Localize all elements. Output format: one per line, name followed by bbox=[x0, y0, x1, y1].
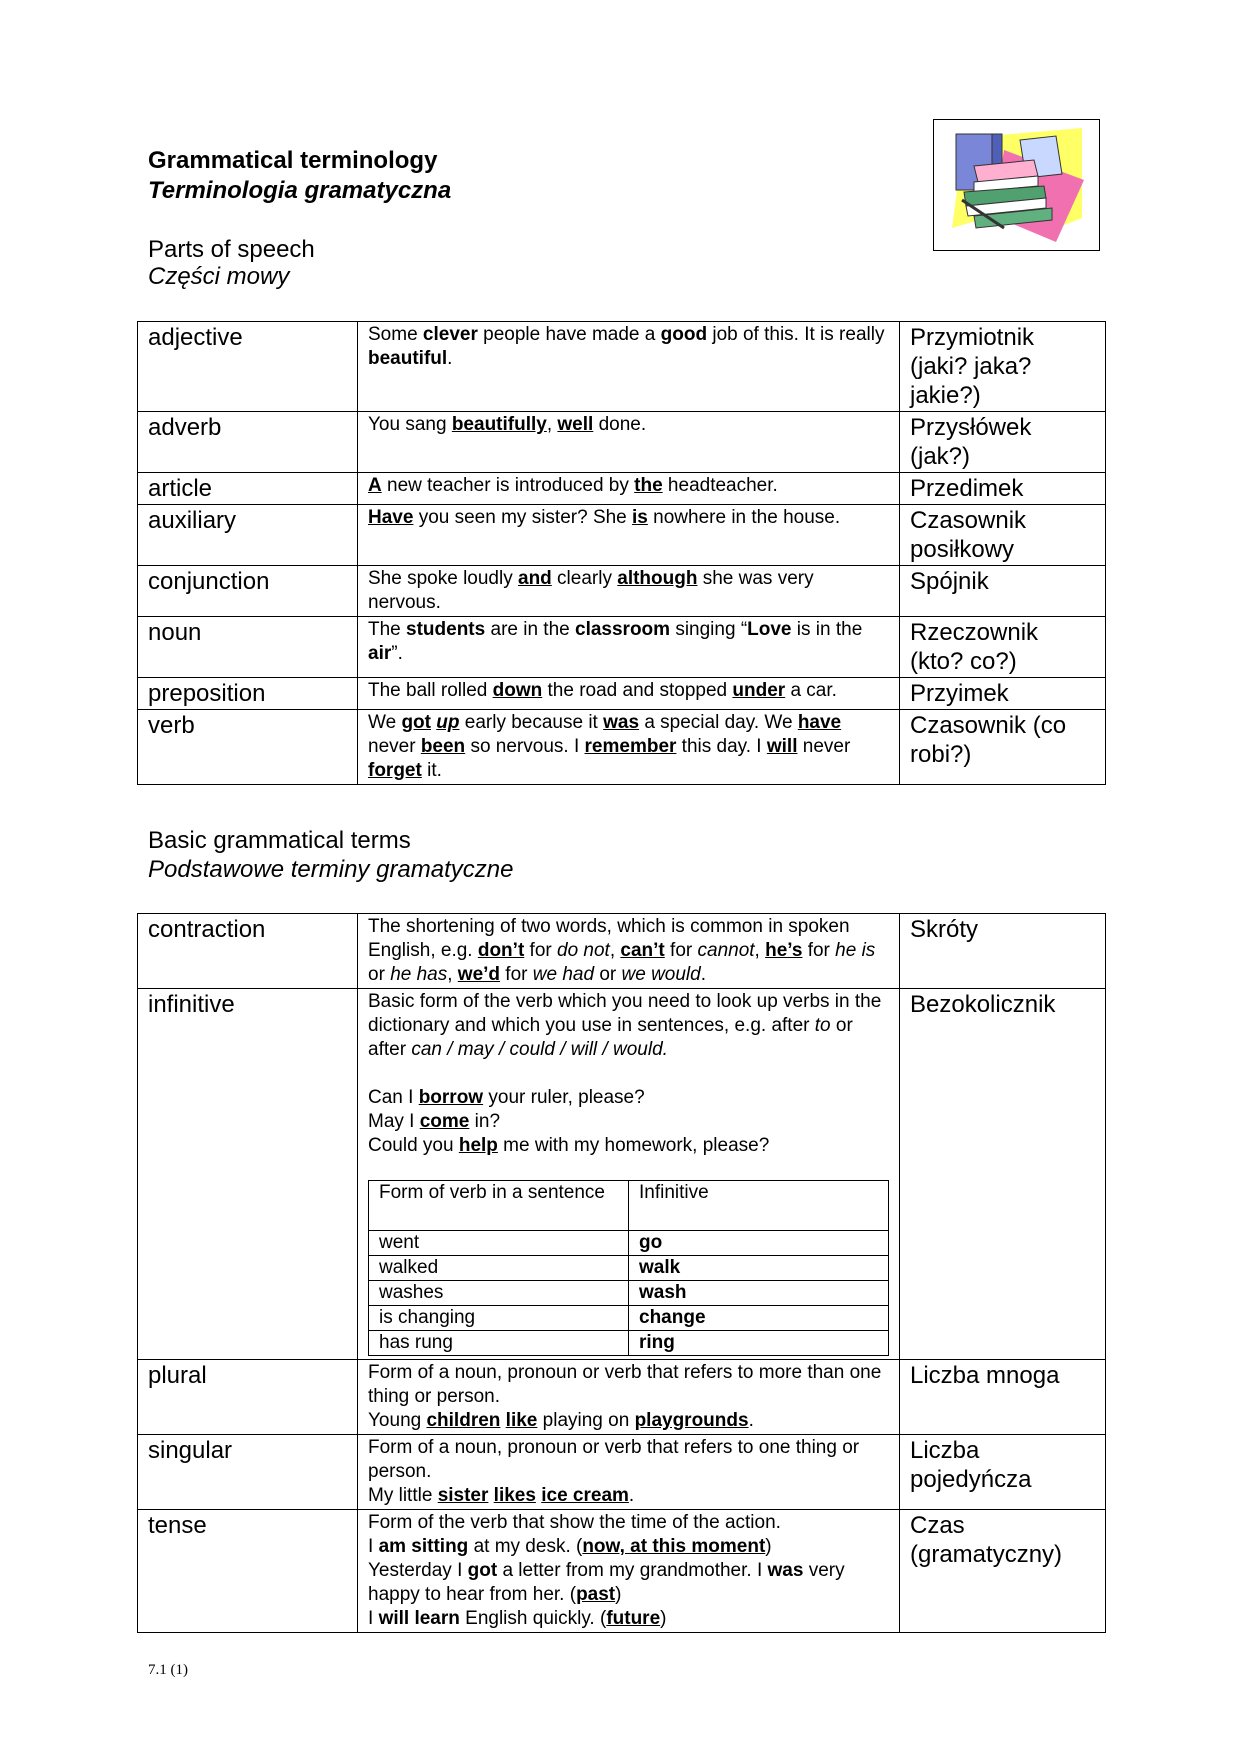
section2-heading-pl: Podstawowe terminy gramatyczne bbox=[148, 856, 514, 883]
example-cell: Form of a noun, pronoun or verb that refers to more than one thing or person. Young children like playing on playgrounds. bbox=[358, 1360, 900, 1435]
table-row bbox=[138, 473, 1106, 505]
infinitive-forms-table bbox=[368, 1180, 889, 1356]
table-row bbox=[138, 678, 1106, 710]
term-cell: noun bbox=[138, 617, 358, 678]
sentence-form-cell: is changing bbox=[369, 1306, 629, 1331]
polish-cell: Przedimek bbox=[900, 473, 1106, 505]
infinitive-cell: go bbox=[629, 1231, 889, 1256]
page-title: Grammatical terminology bbox=[148, 147, 438, 174]
books-clipart bbox=[933, 119, 1100, 251]
term-cell: article bbox=[138, 473, 358, 505]
polish-cell: Czasownik (co robi?) bbox=[900, 710, 1106, 785]
polish-cell: Przymiotnik (jaki? jaka? jakie?) bbox=[900, 322, 1106, 412]
grammatical-terms-table bbox=[137, 913, 1106, 1633]
table-row bbox=[138, 1435, 1106, 1510]
polish-cell: Liczba mnoga bbox=[900, 1360, 1106, 1435]
table-row bbox=[369, 1256, 889, 1281]
table-row bbox=[138, 1360, 1106, 1435]
polish-cell: Spójnik bbox=[900, 566, 1106, 617]
infinitive-cell: change bbox=[629, 1306, 889, 1331]
table-row bbox=[138, 914, 1106, 989]
polish-cell: Przyimek bbox=[900, 678, 1106, 710]
infinitive-cell: wash bbox=[629, 1281, 889, 1306]
page-subtitle: Terminologia gramatyczna bbox=[148, 177, 452, 204]
table-header-row bbox=[369, 1181, 889, 1231]
example-cell: Some clever people have made a good job of this. It is really beautiful. bbox=[358, 322, 900, 412]
infinitive-cell: walk bbox=[629, 1256, 889, 1281]
polish-cell: Czas (gramatyczny) bbox=[900, 1510, 1106, 1633]
table-row bbox=[138, 989, 1106, 1360]
table-row bbox=[138, 1510, 1106, 1633]
infinitive-cell: ring bbox=[629, 1331, 889, 1356]
section1-heading: Parts of speech bbox=[148, 236, 315, 263]
example-cell: The students are in the classroom singing “Love is in the air”. bbox=[358, 617, 900, 678]
sentence-form-cell: has rung bbox=[369, 1331, 629, 1356]
table-row bbox=[138, 505, 1106, 566]
sentence-form-cell: went bbox=[369, 1231, 629, 1256]
example-cell: The shortening of two words, which is common in spoken English, e.g. don’t for do not, can’t for cannot, he’s for he is or he has, we’d for we had or we would. bbox=[358, 914, 900, 989]
example-cell: Have you seen my sister? She is nowhere in the house. bbox=[358, 505, 900, 566]
term-cell: conjunction bbox=[138, 566, 358, 617]
sentence-form-cell: walked bbox=[369, 1256, 629, 1281]
section1-heading-pl: Części mowy bbox=[148, 263, 290, 290]
table-row bbox=[369, 1331, 889, 1356]
column-header: Infinitive bbox=[629, 1181, 889, 1231]
term-cell: plural bbox=[138, 1360, 358, 1435]
term-cell: preposition bbox=[138, 678, 358, 710]
table-row bbox=[138, 566, 1106, 617]
sentence-form-cell: washes bbox=[369, 1281, 629, 1306]
table-row bbox=[138, 710, 1106, 785]
table-row bbox=[369, 1306, 889, 1331]
polish-cell: Skróty bbox=[900, 914, 1106, 989]
example-cell: The ball rolled down the road and stopped under a car. bbox=[358, 678, 900, 710]
term-cell: infinitive bbox=[138, 989, 358, 1360]
polish-cell: Rzeczownik (kto? co?) bbox=[900, 617, 1106, 678]
term-cell: adjective bbox=[138, 322, 358, 412]
polish-cell: Czasownik posiłkowy bbox=[900, 505, 1106, 566]
example-cell: We got up early because it was a special day. We have never been so nervous. I remember this day. I will never forget it. bbox=[358, 710, 900, 785]
term-cell: adverb bbox=[138, 412, 358, 473]
polish-cell: Przysłówek (jak?) bbox=[900, 412, 1106, 473]
term-cell: verb bbox=[138, 710, 358, 785]
table-row bbox=[138, 412, 1106, 473]
term-cell: contraction bbox=[138, 914, 358, 989]
parts-of-speech-table bbox=[137, 321, 1106, 785]
example-cell: You sang beautifully, well done. bbox=[358, 412, 900, 473]
example-cell: Basic form of the verb which you need to look up verbs in the dictionary and which you use in sentences, e.g. after to or after can / may / could / will / would. Can I borrow your ruler, please? May I come in? Could you help me with my homework, please? Form of verb in a sentence Infinitive went go walked walk washes wash is changing change has rung ring bbox=[358, 989, 900, 1360]
table-row bbox=[369, 1231, 889, 1256]
section2-heading: Basic grammatical terms bbox=[148, 827, 411, 854]
example-cell: A new teacher is introduced by the headteacher. bbox=[358, 473, 900, 505]
polish-cell: Bezokolicznik bbox=[900, 989, 1106, 1360]
term-cell: tense bbox=[138, 1510, 358, 1633]
example-cell: Form of the verb that show the time of the action. I am sitting at my desk. (now, at this moment) Yesterday I got a letter from my grandmother. I was very happy to hear from her. (past) I will learn English quickly. (future) bbox=[358, 1510, 900, 1633]
table-row bbox=[138, 322, 1106, 412]
example-cell: She spoke loudly and clearly although she was very nervous. bbox=[358, 566, 900, 617]
term-cell: auxiliary bbox=[138, 505, 358, 566]
table-row bbox=[369, 1281, 889, 1306]
table-row bbox=[138, 617, 1106, 678]
column-header: Form of verb in a sentence bbox=[369, 1181, 629, 1231]
term-cell: singular bbox=[138, 1435, 358, 1510]
page-footer: 7.1 (1) bbox=[148, 1662, 188, 1678]
example-cell: Form of a noun, pronoun or verb that refers to one thing or person. My little sister likes ice cream. bbox=[358, 1435, 900, 1510]
polish-cell: Liczba pojedyńcza bbox=[900, 1435, 1106, 1510]
